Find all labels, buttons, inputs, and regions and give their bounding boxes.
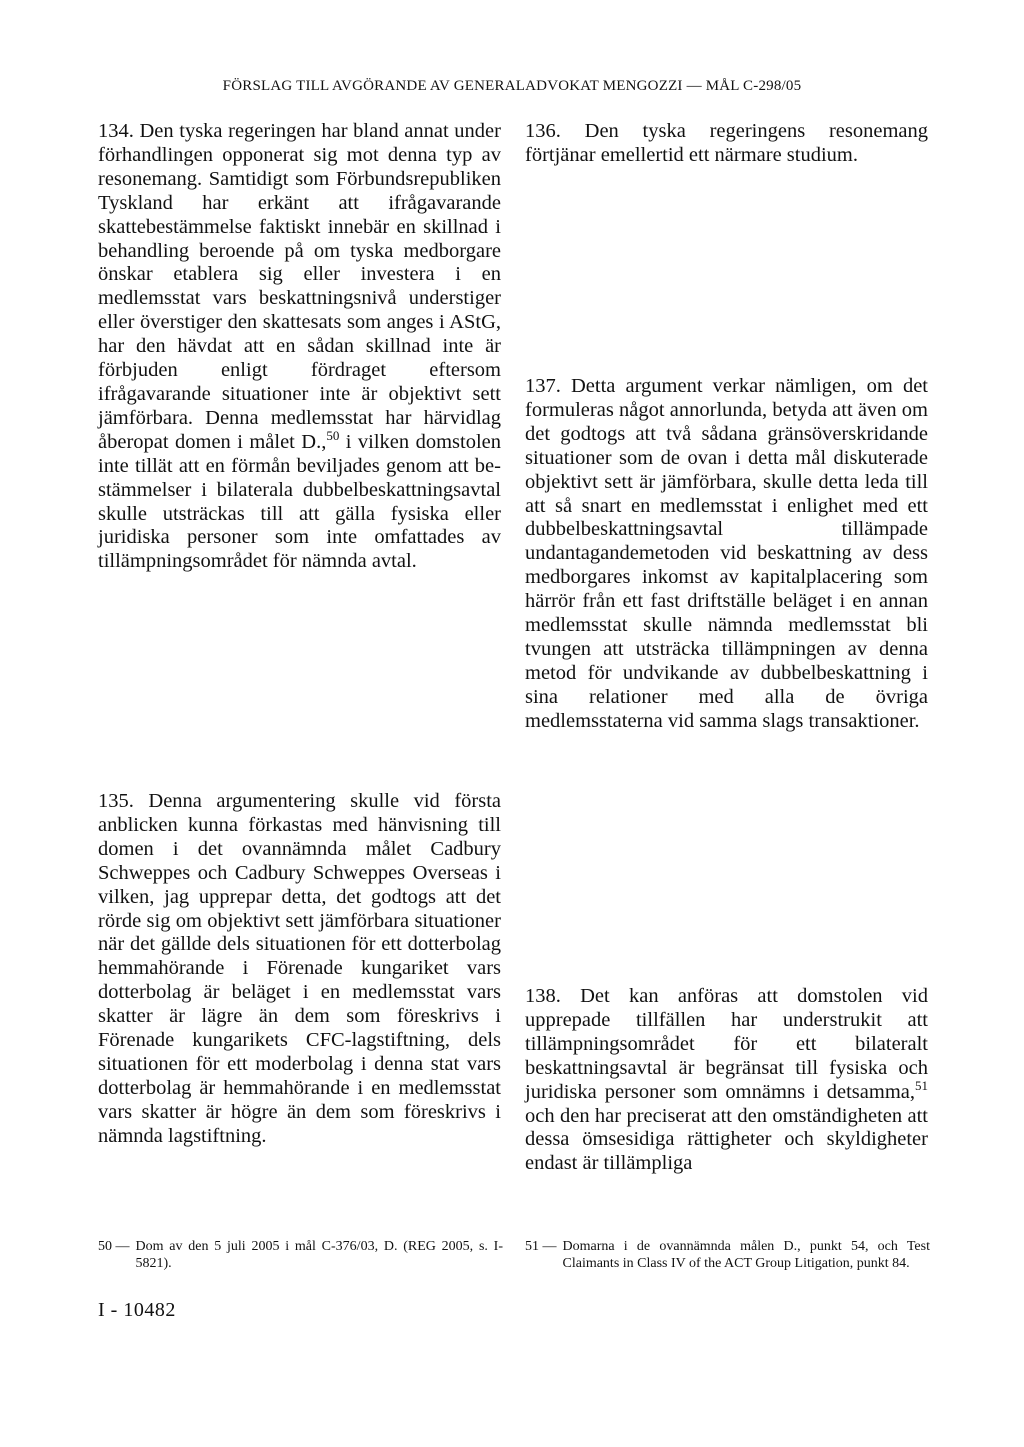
paragraph-134 [98, 120, 501, 574]
paragraph-text: Detta argument verkar nämligen, om det formuleras något annorlunda, betyda att även om det godtogs att två sådana gränsöverskridande situationer som de ovan i detta mål diskuterade objektivt sett är jämförbara, skulle detta leda till att så snart en medlemsstat i enlighet med ett dubbelbeskattningsavtal tillämpade undantagandemetoden vid beskattning av dess medborgares inkomst av kapitalplacering som härrör från ett fast driftställe beläget i en annan medlemsstat skulle nämnda medlemsstat bli tvungen att utsträcka tillämpningen av denna metod för undvikande av dubbelbeskattning i sina relationer med alla de övriga medlemsstaterna vid samma slags transaktioner. [525, 375, 928, 732]
paragraph-138 [525, 985, 928, 1176]
paragraph-text-continued: i vilken domstolen inte tillät att en förmån beviljades genom att bestämmelser i bilaterala dubbelbeskattningsavtal skulle utsträckas till att gälla fysiska eller juridiska personer som inte omfattades av tillämpningsområdet för nämnda avtal. [98, 430, 501, 573]
running-header: FÖRSLAG TILL AVGÖRANDE AV GENERALADVOKAT MENGOZZI — MÅL C-298/05 [222, 78, 802, 94]
paragraph-136 [525, 120, 928, 168]
paragraph-number: 136. [525, 120, 561, 142]
footnote-number: 51 — [525, 1239, 557, 1254]
paragraph-text: Det kan anföras att domstolen vid upprepade tillfällen har understrukit att tillämpningsområdet för ett bilateralt beskattningsavtal är begränsat till fysiska och juridiska personer som omnämns i detsamma, [525, 985, 928, 1103]
paragraph-text: Den tyska regeringen har bland annat under förhandlingen opponerat sig mot denna typ av resonemang. Samtidigt som Förbundsrepubliken Tyskland har erkänt att ifrågavarande skattebestämmelse faktiskt innebär en skillnad i behandling beroende på om tyska medborgare önskar etablera sig eller investera i en medlemsstat vars beskattningsnivå understiger eller överstiger den skattesats som anges i AStG, har den hävdat att en sådan skillnad inte är förbjuden enligt fördraget eftersom ifrågavarande situationer inte är objektivt sett jämförbara. Denna medlemsstat har härvidlag åberopat domen i målet D., [98, 120, 501, 453]
paragraph-text-continued: och den har preciserat att den omständigheten att dessa ömsesidiga rättigheter och skyldigheter endast är tillämpliga [525, 1104, 928, 1175]
footnote-text: Dom av den 5 juli 2005 i mål C-376/03, D. (REG 2005, s. I-5821). [135, 1239, 503, 1271]
paragraph-text: Den tyska regeringens resonemang förtjänar emellertid ett närmare studium. [525, 120, 928, 166]
paragraph-number: 135. [98, 790, 134, 812]
paragraph-number: 138. [525, 985, 561, 1007]
footnote-ref-51[interactable]: 51 [915, 1077, 928, 1093]
paragraph-number: 134. [98, 120, 134, 142]
page-number: I - 10482 [98, 1299, 176, 1321]
footnote-51 [525, 1238, 930, 1272]
footnote-text: Domarna i de ovannämnda målen D., punkt 54, och Test Claimants in Class IV of the ACT Group Litigation, punkt 84. [562, 1239, 930, 1271]
paragraph-137 [525, 375, 928, 734]
footnote-ref-50[interactable]: 50 [326, 427, 340, 443]
paragraph-135 [98, 790, 501, 1149]
footnote-number: 50 — [98, 1239, 130, 1254]
footnote-50 [98, 1238, 503, 1272]
paragraph-text: Denna argumentering skulle vid första anblicken kunna förkastas med hänvisning till domen i det ovannämnda målet Cadbury Schweppes och Cadbury Schweppes Overseas i vilken, jag upprepar detta, det godtogs att det rörde sig om objektivt sett jämförbara situationer när det gällde dels situationen för ett dotterbolag hemmahörande i Förenade kungariket vars dotterbolag är beläget i en medlemsstat vars skatter är lägre än dem som föreskrivs i Förenade kungarikets CFC-lagstiftning, dels situationen för ett moderbolag i denna stat vars dotterbolag är hemmahörande i en medlemsstat vars skatter är högre än dem som föreskrivs i nämnda lagstiftning. [98, 790, 502, 1147]
paragraph-number: 137. [525, 375, 561, 397]
